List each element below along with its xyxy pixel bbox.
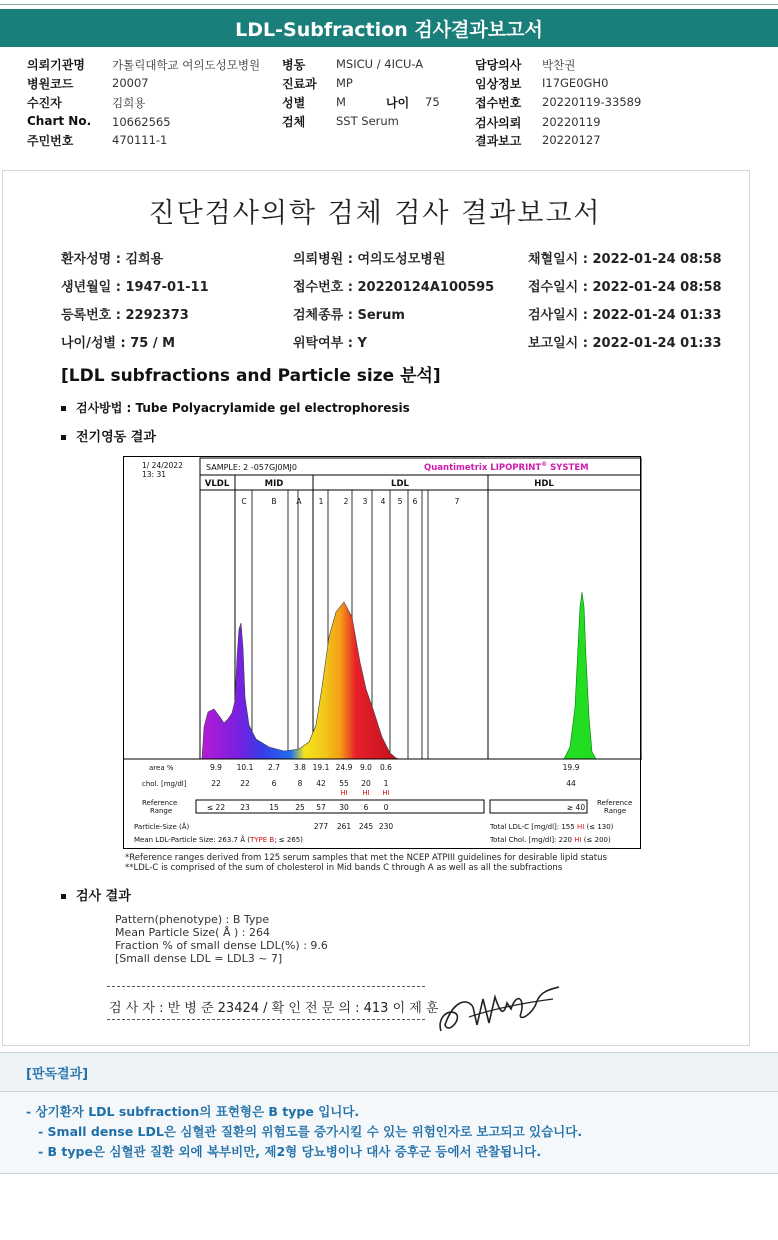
info-value: M xyxy=(336,95,346,109)
chart-brand: Quantimetrix LIPOPRINT® SYSTEM xyxy=(424,461,589,473)
interpretation-line: - Small dense LDL은 심혈관 질환의 위험도를 증가시킬 수 있는 위험인자로 보고되고 있습니다. xyxy=(38,1124,583,1139)
info-value: 가톨릭대학교 여의도성모병원 xyxy=(112,58,261,72)
chol-value: 42 xyxy=(316,779,326,788)
band-label: 5 xyxy=(397,497,403,506)
age-sex: 나이/성별 : 75 / M xyxy=(61,336,176,351)
area-value: 24.9 xyxy=(335,763,353,772)
area-value: 9.0 xyxy=(360,763,372,772)
info-label: 결과보고 xyxy=(475,134,522,148)
area-value: 10.1 xyxy=(236,763,254,772)
area-value: 2.7 xyxy=(268,763,280,772)
request-info-table xyxy=(0,52,778,152)
result-note: [Small dense LDL = LDL3 ~ 7] xyxy=(115,952,283,965)
total-ldl: Total LDL-C [mg/dl]: 155 HI (≤ 130) xyxy=(490,823,614,831)
info-label: 병동 xyxy=(282,58,306,72)
info-value: SST Serum xyxy=(336,114,399,128)
info-label: 성별 xyxy=(282,96,306,110)
divider xyxy=(107,1019,425,1020)
test-datetime: 검사일시 : 2022-01-24 01:33 xyxy=(528,308,722,323)
band-label: C xyxy=(241,497,247,506)
row-label-range: Range xyxy=(150,807,173,815)
result-fraction: Fraction % of small dense LDL(%) : 9.6 xyxy=(115,939,328,952)
band-label: 7 xyxy=(454,497,460,506)
hdl-peak xyxy=(564,592,596,759)
ref-value: 6 xyxy=(363,803,369,812)
info-value: 20220127 xyxy=(542,133,601,147)
section-title: [LDL subfractions and Particle size 분석] xyxy=(61,366,441,386)
results-item xyxy=(61,885,131,904)
bullet-icon xyxy=(61,406,66,411)
ldl-curve xyxy=(202,602,399,759)
row-label-ref: Reference xyxy=(142,799,178,807)
info-label: 수진자 xyxy=(27,96,62,110)
info-label: 담당의사 xyxy=(475,58,522,72)
hi-flag: HI xyxy=(362,789,370,797)
info-label: 의뢰기관명 xyxy=(27,58,85,72)
chart-time: 13: 31 xyxy=(142,470,166,479)
interpretation-header xyxy=(0,1052,778,1092)
result-pattern: Pattern(phenotype) : B Type xyxy=(115,913,270,926)
group-label-hdl: HDL xyxy=(534,479,554,489)
chol-value: 1 xyxy=(383,779,389,788)
info-label: 검체 xyxy=(282,115,306,129)
ref-value: ≥ 40 xyxy=(566,803,586,812)
mean-particle-size: Mean LDL-Particle Size: 263.7 Å (TYPE B; ≤ 265) xyxy=(134,836,303,844)
requesting-hospital: 의뢰병원 : 여의도성모병원 xyxy=(293,252,446,267)
group-label-ldl: LDL xyxy=(391,479,409,489)
interpretation-line: - 상기환자 LDL subfraction의 표현형은 B type 입니다. xyxy=(26,1104,360,1119)
chol-value: 22 xyxy=(211,779,221,788)
method-text: 검사방법 : Tube Polyacrylamide gel electrophoresis xyxy=(76,401,410,415)
info-value: I17GE0GH0 xyxy=(542,76,609,90)
chol-value: 22 xyxy=(240,779,250,788)
report-title: 진단검사의학 검체 검사 결과보고서 xyxy=(148,198,602,229)
info-value: 20220119 xyxy=(542,115,601,129)
info-label: 나이 xyxy=(386,96,410,110)
chol-value: 8 xyxy=(297,779,303,788)
lipoprint-chart xyxy=(123,456,641,849)
particle-size-value: 230 xyxy=(378,822,394,831)
chol-value: 44 xyxy=(566,779,576,788)
band-label: A xyxy=(296,497,302,506)
report-datetime: 보고일시 : 2022-01-24 01:33 xyxy=(528,336,722,351)
info-label: 병원코드 xyxy=(27,77,74,91)
hdl-range-label: Range xyxy=(604,807,627,815)
info-value: MP xyxy=(336,76,353,90)
band-label: 6 xyxy=(412,497,418,506)
info-value: 박찬권 xyxy=(542,58,576,72)
hi-flag: HI xyxy=(382,789,390,797)
patient-name: 환자성명 : 김희용 xyxy=(61,252,164,267)
info-value: 75 xyxy=(425,95,440,109)
particle-size-value: 245 xyxy=(358,822,374,831)
info-label: 접수번호 xyxy=(475,96,522,110)
group-label-mid: MID xyxy=(264,479,284,489)
ref-value: 30 xyxy=(339,803,349,812)
info-value: 10662565 xyxy=(112,115,171,129)
footnote-2: **LDL-C is comprised of the sum of cholesterol in Mid bands C through A as well as all the subfractions xyxy=(125,863,563,873)
band-label: 2 xyxy=(343,497,349,506)
bullet-icon xyxy=(61,435,66,440)
specimen-type: 검체종류 : Serum xyxy=(293,308,405,323)
result-size: Mean Particle Size( Å ) : 264 xyxy=(115,926,270,939)
row-label-particle-size: Particle-Size (Å) xyxy=(134,823,190,831)
signature-image xyxy=(433,979,563,1039)
area-value: 19.1 xyxy=(312,763,330,772)
birth-date: 생년월일 : 1947-01-11 xyxy=(61,280,209,295)
info-value: MSICU / 4ICU-A xyxy=(336,57,424,71)
method-item xyxy=(61,399,410,416)
particle-size-value: 261 xyxy=(336,822,352,831)
info-label: Chart No. xyxy=(27,114,92,128)
page-title: LDL-Subfraction 검사결과보고서 xyxy=(0,9,778,47)
electrophoresis-item xyxy=(61,426,156,445)
registration-number: 등록번호 : 2292373 xyxy=(61,308,189,323)
bullet-icon xyxy=(61,894,66,899)
chol-value: 6 xyxy=(271,779,277,788)
reception-number: 접수번호 : 20220124A100595 xyxy=(293,280,495,295)
inspector-line: 검 사 자 : 반 병 준 23424 / 확 인 전 문 의 : 413 이 제 훈 xyxy=(109,1001,439,1016)
band-label: 1 xyxy=(318,497,324,506)
info-label: 진료과 xyxy=(282,77,317,91)
reception-datetime: 접수일시 : 2022-01-24 08:58 xyxy=(528,280,722,295)
info-value: 20007 xyxy=(112,76,149,90)
info-value: 470111-1 xyxy=(112,133,168,147)
row-label-chol: chol. [mg/dl] xyxy=(142,780,187,788)
particle-size-value: 277 xyxy=(313,822,329,831)
total-chol: Total Chol. [mg/dl]: 220 HI (≤ 200) xyxy=(490,836,611,844)
interpretation-line: - B type은 심혈관 질환 외에 복부비만, 제2형 당뇨병이나 대사 증후군 등에서 관찰됩니다. xyxy=(38,1144,542,1159)
interpretation-title: [판독결과] xyxy=(26,1067,89,1082)
band-label: 3 xyxy=(362,497,368,506)
hi-flag: HI xyxy=(340,789,348,797)
ref-value: 23 xyxy=(240,803,250,812)
band-label: B xyxy=(271,497,277,506)
outsourced-flag: 위탁여부 : Y xyxy=(293,336,367,351)
info-value: 김희용 xyxy=(112,96,146,110)
band-label: 4 xyxy=(380,497,386,506)
ref-value: 25 xyxy=(295,803,305,812)
result-report-document xyxy=(2,170,750,1046)
area-value: 3.8 xyxy=(294,763,306,772)
ref-value: 0 xyxy=(383,803,389,812)
info-label: 임상정보 xyxy=(475,77,522,91)
ref-value: 15 xyxy=(269,803,279,812)
chol-value: 20 xyxy=(361,779,371,788)
footnote-1: *Reference ranges derived from 125 serum samples that met the NCEP ATPIII guidelines for desirable lipid status xyxy=(125,853,607,863)
row-label-area: area % xyxy=(149,764,174,772)
group-label-vldl: VLDL xyxy=(204,479,230,489)
chol-value: 55 xyxy=(339,779,349,788)
info-label: 검사의뢰 xyxy=(475,116,522,130)
area-value: 0.6 xyxy=(380,763,392,772)
ref-value: ≤ 22 xyxy=(206,803,226,812)
area-value: 9.9 xyxy=(210,763,222,772)
info-label: 주민번호 xyxy=(27,134,74,148)
hdl-ref-label: Reference xyxy=(597,799,633,807)
electrophoresis-chart-svg xyxy=(124,457,642,850)
ref-value: 57 xyxy=(316,803,326,812)
area-value: 19.9 xyxy=(562,763,580,772)
results-block xyxy=(115,913,328,965)
chart-date: 1/ 24/2022 xyxy=(142,461,183,470)
info-value: 20220119-33589 xyxy=(542,95,642,109)
top-divider xyxy=(0,4,778,5)
electrophoresis-label: 전기영동 결과 xyxy=(76,430,156,445)
collection-datetime: 채혈일시 : 2022-01-24 08:58 xyxy=(528,252,722,267)
divider xyxy=(107,986,425,987)
results-label: 검사 결과 xyxy=(76,889,131,904)
chart-sample: SAMPLE: 2 -057GJ0MJ0 xyxy=(206,463,297,472)
